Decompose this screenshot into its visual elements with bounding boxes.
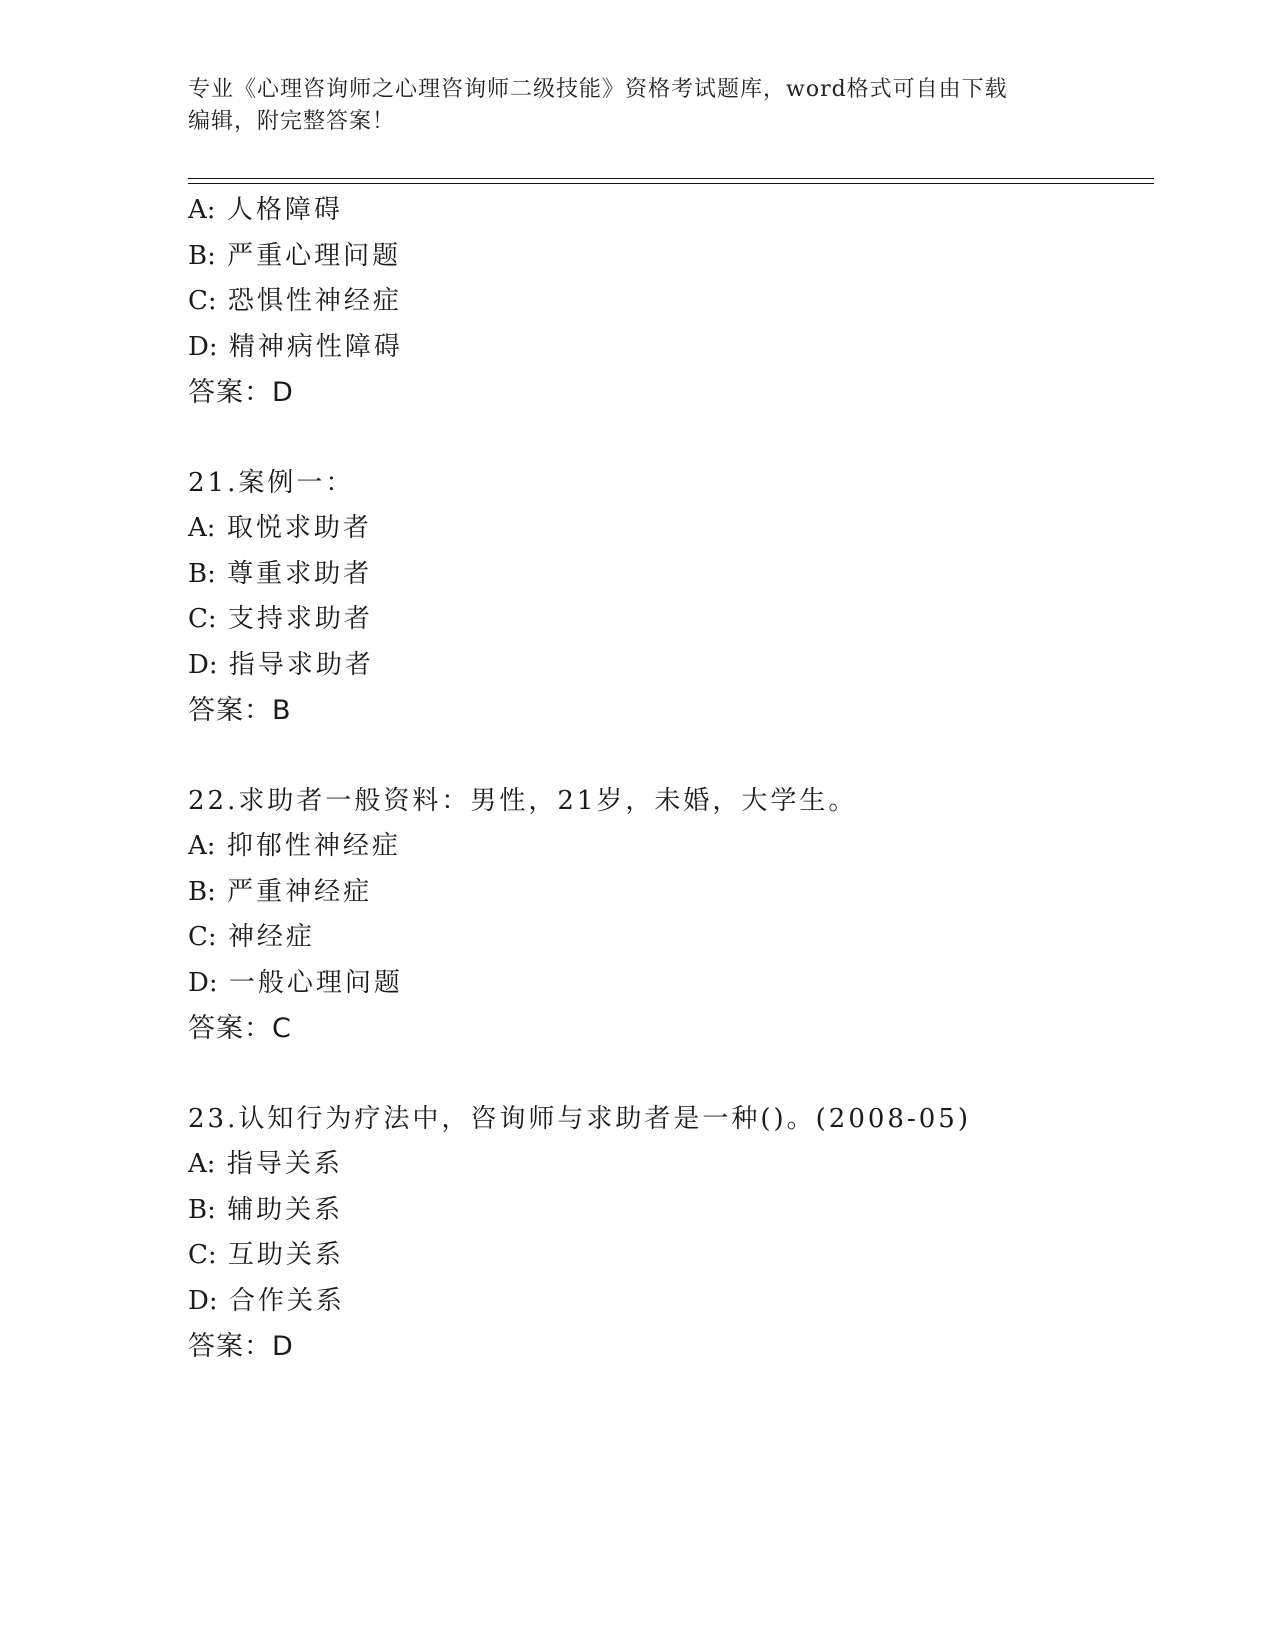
answer-line: 答案：C <box>188 1013 292 1044</box>
option-c: C: 神经症 <box>188 922 315 952</box>
option-d: D: 指导求助者 <box>188 649 374 680</box>
option-b: B: 尊重求助者 <box>188 558 373 589</box>
header-divider-top <box>188 178 1154 179</box>
question-list <box>188 188 1148 1370</box>
question-22 <box>188 779 1148 1052</box>
option-a: A: 指导关系 <box>188 1149 343 1179</box>
question-stem: 23.认知行为疗法中，咨询师与求助者是一种()。(2008-05) <box>188 1103 971 1134</box>
question-stem: 21.案例一： <box>188 467 355 498</box>
header-line-2: 编辑，附完整答案！ <box>188 109 396 134</box>
option-a: A: 取悦求助者 <box>188 513 372 543</box>
header-line-1: 专业《心理咨询师之心理咨询师二级技能》资格考试题库，word格式可自由下载 <box>188 77 1008 102</box>
spacer <box>188 416 1148 461</box>
question-21 <box>188 461 1148 734</box>
option-d: D: 合作关系 <box>188 1285 345 1316</box>
question-23 <box>188 1097 1148 1370</box>
answer-line: 答案：D <box>188 377 294 408</box>
option-a: A: 人格障碍 <box>188 195 343 225</box>
option-a: A: 抑郁性神经症 <box>188 831 401 861</box>
option-c: C: 恐惧性神经症 <box>188 286 402 316</box>
question-stem: 22.求助者一般资料：男性，21岁，未婚，大学生。 <box>188 785 858 816</box>
answer-line: 答案：B <box>188 695 292 726</box>
option-b: B: 严重神经症 <box>188 876 373 907</box>
option-d: D: 精神病性障碍 <box>188 331 403 362</box>
option-c: C: 互助关系 <box>188 1240 344 1270</box>
spacer <box>188 734 1148 779</box>
answer-line: 答案：D <box>188 1331 294 1362</box>
option-c: C: 支持求助者 <box>188 604 373 634</box>
question-20 <box>188 188 1148 416</box>
option-d: D: 一般心理问题 <box>188 967 403 998</box>
header-divider-bottom <box>188 183 1154 184</box>
option-b: B: 严重心理问题 <box>188 240 402 271</box>
option-b: B: 辅助关系 <box>188 1194 344 1225</box>
document-header <box>188 74 1088 138</box>
spacer <box>188 1052 1148 1097</box>
